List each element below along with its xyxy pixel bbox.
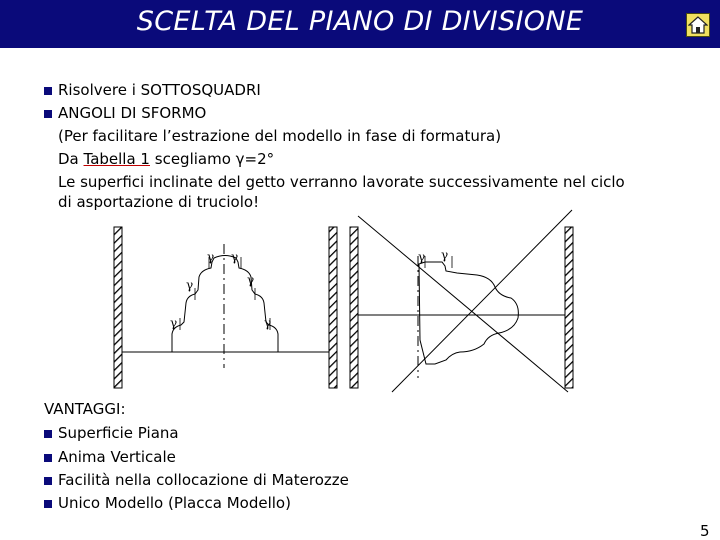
bullet-marker xyxy=(44,500,52,508)
advantage-item: Facilità nella collocazione di Materozze xyxy=(58,471,349,489)
left-flask-wall-left xyxy=(114,227,122,388)
gamma-label: γ xyxy=(170,316,178,330)
cross-line-a xyxy=(358,216,568,392)
advantage-item: Superficie Piana xyxy=(58,424,179,442)
para-prefix: Da xyxy=(58,150,84,168)
gamma-label: γ xyxy=(231,250,239,264)
gamma-label: γ xyxy=(247,273,255,287)
paragraph-surfaces-line1: Le superfici inclinate del getto verranno lavorate successivamente nel ciclo xyxy=(58,173,625,191)
slide-title: SCELTA DEL PIANO DI DIVISIONE xyxy=(136,6,584,37)
bullet-marker xyxy=(44,454,52,462)
para-suffix: scegliamo γ=2° xyxy=(149,150,275,168)
gamma-label: γ xyxy=(207,250,215,264)
gamma-label: γ xyxy=(264,316,272,330)
left-flask xyxy=(114,227,337,388)
left-flask-wall-right xyxy=(329,227,337,388)
advantages-heading: VANTAGGI: xyxy=(44,400,126,418)
right-pattern-outline xyxy=(419,262,518,364)
advantage-item: Anima Verticale xyxy=(58,448,176,466)
bullet-item: Risolvere i SOTTOSQUADRI xyxy=(58,81,261,99)
gamma-label: γ xyxy=(441,248,449,262)
right-flask-wall-right xyxy=(565,227,573,388)
bullet-marker xyxy=(44,430,52,438)
gamma-label: γ xyxy=(418,250,426,264)
right-flask xyxy=(350,210,573,392)
right-flask-wall-left xyxy=(350,227,358,388)
paragraph-surfaces-line2: di asportazione di truciolo! xyxy=(58,193,260,211)
advantage-item: Unico Modello (Placca Modello) xyxy=(58,494,291,512)
page-number: 5 xyxy=(700,522,710,540)
table-1-link[interactable]: Tabella 1 xyxy=(83,150,150,168)
paragraph-purpose: (Per facilitare l’estrazione del modello in fase di formatura) xyxy=(58,127,502,145)
gamma-label: γ xyxy=(186,278,194,292)
bullet-item: ANGOLI DI SFORMO xyxy=(58,104,207,122)
bullet-marker xyxy=(44,477,52,485)
left-pattern-outline xyxy=(172,256,278,353)
